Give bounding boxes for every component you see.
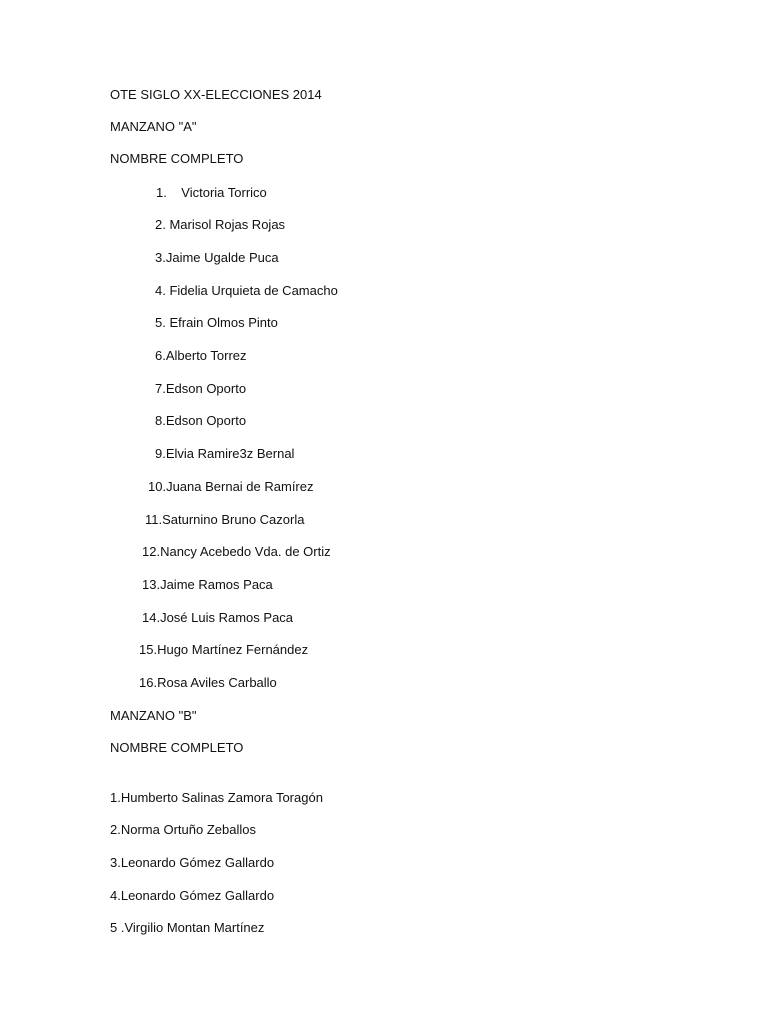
document-title: OTE SIGLO XX-ELECCIONES 2014	[110, 87, 322, 102]
section-a-entry-11: 11.Saturnino Bruno Cazorla	[145, 512, 305, 527]
section-a-entry-5: 5. Efrain Olmos Pinto	[155, 315, 278, 330]
section-a-entry-1: 1. Victoria Torrico	[156, 185, 267, 200]
section-a-entry-6: 6.Alberto Torrez	[155, 348, 247, 363]
section-a-entry-10: 10.Juana Bernai de Ramírez	[148, 479, 314, 494]
section-a-entry-8: 8.Edson Oporto	[155, 413, 247, 428]
section-a-entry-3: 3.Jaime Ugalde Puca	[155, 250, 279, 265]
section-a-entry-16: 16.Rosa Aviles Carballo	[139, 675, 277, 690]
section-a-entry-13: 13.Jaime Ramos Paca	[142, 577, 273, 592]
section-b-entry-2: 2.Norma Ortuño Zeballos	[110, 822, 256, 837]
section-a-entry-14: 14.José Luis Ramos Paca	[142, 610, 294, 625]
section-a-entry-7: 7.Edson Oporto	[155, 381, 247, 396]
section-a-entry-12: 12.Nancy Acebedo Vda. de Ortiz	[142, 544, 331, 559]
section-b-entry-3: 3.Leonardo Gómez Gallardo	[110, 855, 275, 870]
section-b-entry-5: 5 .Virgilio Montan Martínez	[110, 920, 265, 935]
section-b-heading: MANZANO "B"	[110, 708, 197, 723]
section-b-subheading: NOMBRE COMPLETO	[110, 740, 244, 755]
section-a-entry-9: 9.Elvia Ramire3z Bernal	[155, 446, 295, 461]
section-a-subheading: NOMBRE COMPLETO	[110, 151, 244, 166]
section-a-entry-15: 15.Hugo Martínez Fernández	[139, 642, 309, 657]
section-b-entry-1: 1.Humberto Salinas Zamora Toragón	[110, 790, 323, 805]
section-a-heading: MANZANO "A"	[110, 119, 197, 134]
section-b-entry-4: 4.Leonardo Gómez Gallardo	[110, 888, 275, 903]
section-a-entry-4: 4. Fidelia Urquieta de Camacho	[155, 283, 338, 298]
section-a-entry-2: 2. Marisol Rojas Rojas	[155, 217, 286, 232]
